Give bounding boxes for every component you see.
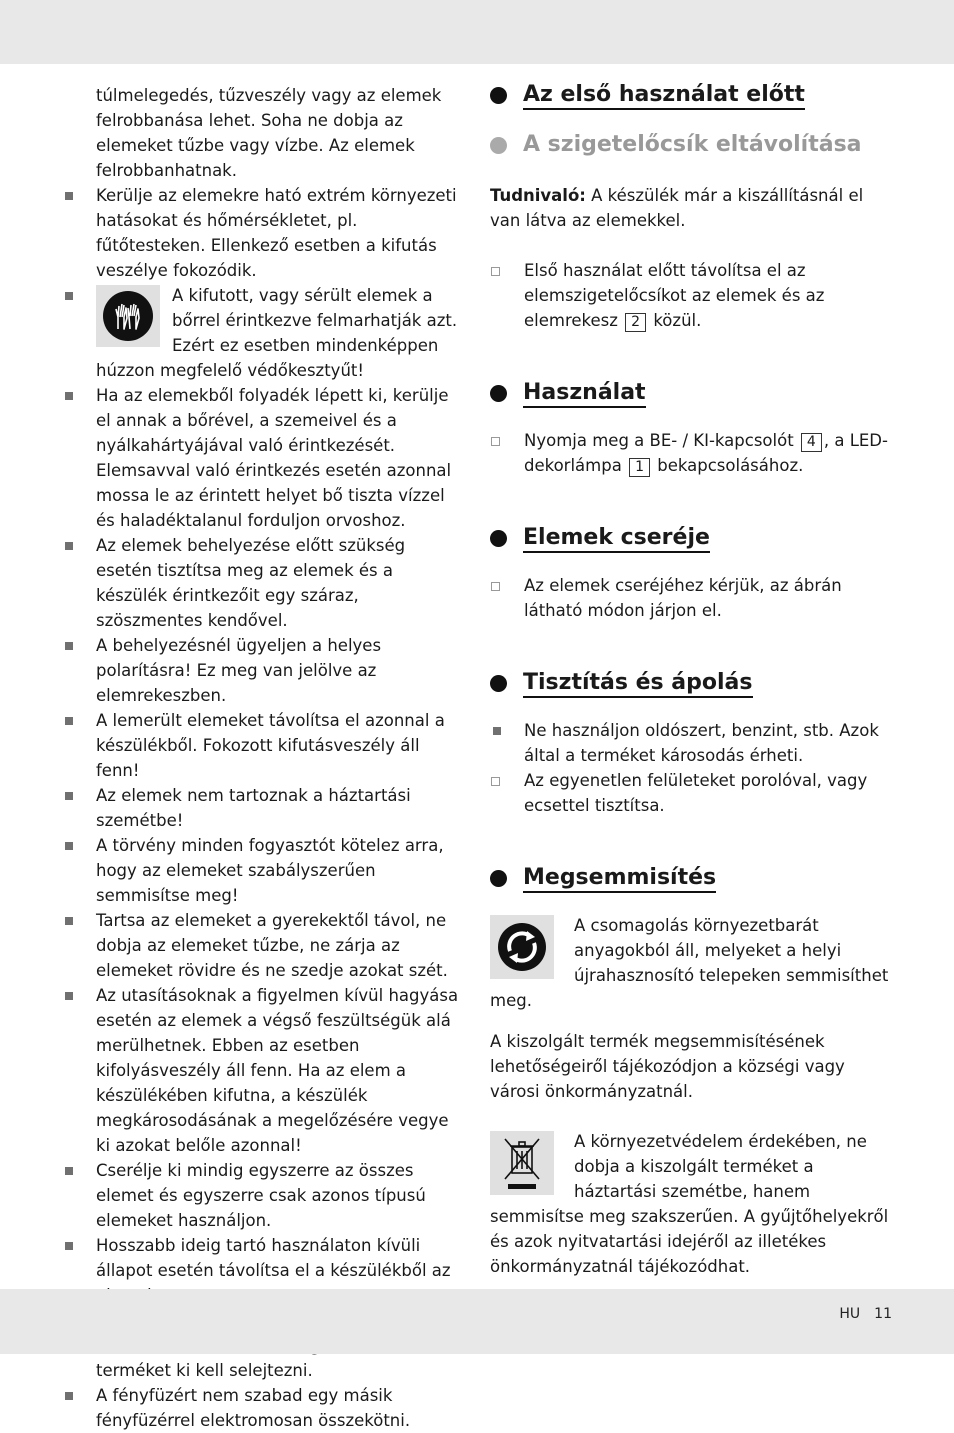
square-bullet-icon [65,717,73,725]
square-bullet-icon [65,642,73,650]
heading-strip-removal: A szigetelőcsík eltávolítása [490,130,892,160]
list-item: Hosszabb ideig tartó használaton kívüli állapot esetén távolítsa el a készülékből az [62,1233,466,1308]
list-item: Cserélje ki mindig egyszerre az összes elemet és egyszerre csak azonos típusú elemeket használjon. [62,1158,466,1233]
note: Tudnivaló: A készülék már a kiszállításnál el van látva az elemekkel. [490,186,864,230]
step-strip: Első használat előtt távolítsa el az elemszigetelőcsíkot az elemek és az elemrekesz 2 közül. [490,258,892,333]
square-bullet-icon [65,992,73,1000]
ref-number: 1 [629,458,650,477]
disposal-product: A kiszolgált termék megsemmisítésének lehetőségeiről tájékozódjon a községi vagy városi önkormányzatnál. [490,1032,845,1101]
step-box-icon [491,267,500,276]
list-item: Ne használjon oldószert, benzint, stb. Azok által a terméket károsodás érheti. [490,718,892,768]
page-footer [825,1306,892,1322]
language-code: HU [839,1306,861,1322]
heading-dot-icon [490,675,507,692]
heading-dot-icon [490,530,507,547]
step-clean: Az egyenetlen felületeket porolóval, vagy ecsettel tisztítsa. [490,768,892,818]
heading-dot-icon [490,87,507,104]
step-box-icon [491,437,500,446]
left-column [62,83,466,1433]
step-battery: Az elemek cseréjéhez kérjük, az ábrán látható módon járjon el. [490,573,892,623]
heading-disposal: Megsemmisítés [490,863,892,893]
heading-cleaning: Tisztítás és ápolás [490,668,892,698]
list-item: terméket ki kell selejtezni. [62,1308,466,1383]
square-bullet-icon [65,792,73,800]
list-item: A törvény minden fogyasztót kötelez arra, hogy az elemeket szabályszerűen semmisítse meg! [62,833,466,908]
disposal-weee: A környezetvédelem érdekében, ne dobja a kiszolgált terméket a háztartási szemétbe, hanem semmisítse meg szakszerűen. A gyűjtőhelyekről és azok nyitvatartási idejéről az illetékes önkormányzatnál tájékozódhat. [490,1132,889,1276]
square-bullet-icon [65,392,73,400]
list-item: A behelyezésnél ügyeljen a helyes polarításra! Ez meg van jelölve az elemrekeszben. [62,633,466,708]
list-item: Az elemek nem tartoznak a háztartási szemétbe! [62,783,466,833]
list-item: Az utasításoknak a figyelmen kívül hagyása esetén az elemek a végső feszültségük alá merülhetnek. Ebben az esetben kifolyásveszély áll fenn. Ha az elem a készülékében kifutna, a készülék megkárosodásának a megelőzésére vegye ki azokat belőle azonnal! [62,983,466,1158]
square-bullet-icon [65,1167,73,1175]
list-item: A fényfüzért nem szabad egy másik fényfüzérrel elektromosan összekötni. [62,1383,466,1433]
ref-number: 4 [801,433,822,452]
list-item-gloves: A kifutott, vagy sérült elemek a bőrrel érintkezve felmarhatják azt. Ezért ez esetben mindenképpen húzzon megfelelő védőkesztyűt! [62,283,466,383]
recycling-icon [490,915,554,979]
footer-band [0,1289,954,1354]
list-item: Az elemek behelyezése előtt szükség esetén tisztítsa meg az elemek és a készülék érintkezőit egy száraz, szöszmentes kendővel. [62,533,466,633]
list-item: A lemerült elemeket távolítsa el azonnal a készülékből. Fokozott kifutásveszély áll fenn! [62,708,466,783]
page-number: 11 [874,1306,892,1322]
square-bullet-icon [65,842,73,850]
step-box-icon [491,777,500,786]
square-bullet-icon [65,542,73,550]
step-use: Nyomja meg a BE- / KI-kapcsolót 4 , a LED-dekorlámpa 1 bekapcsolásához. [490,428,892,478]
step-box-icon [491,582,500,591]
square-bullet-icon [65,192,73,200]
crossed-bin-icon [490,1131,554,1195]
intro-continuation: túlmelegedés, tűzveszély vagy az elemek felrobbanása lehet. Soha ne dobja az elemeket tűzbe vagy vízbe. Az elemek felrobbanhatnak. [96,86,442,180]
disposal-packaging: A csomagolás környezetbarát anyagokból áll, melyeket a helyi újrahasznosító telepeken semmisíthet meg. [490,916,889,1010]
ref-number: 2 [625,313,646,332]
heading-first-use: Az első használat előtt [490,80,892,110]
header-band [0,0,954,64]
heading-dot-icon [490,137,507,154]
square-bullet-icon [65,917,73,925]
square-bullet-icon [493,727,501,735]
heading-use: Használat [490,378,892,408]
list-item: Tartsa az elemeket a gyerekektől távol, ne dobja az elemeket tűzbe, ne zárja az elemeket rövidre és ne szedje azokat szét. [62,908,466,983]
square-bullet-icon [65,292,73,300]
square-bullet-icon [65,1392,73,1400]
heading-battery-replacement: Elemek cseréje [490,523,892,553]
protective-gloves-icon [96,285,160,347]
list-item: Kerülje az elemekre ható extrém környezeti hatásokat és hőmérsékletet, pl. fűtőtesteken. Ellenkező esetben a kifutás veszélye fokozódik. [62,183,466,283]
square-bullet-icon [65,1242,73,1250]
heading-dot-icon [490,385,507,402]
right-column [490,80,892,1279]
list-item: Ha az elemekből folyadék lépett ki, kerülje el annak a bőrével, a szemeivel és a nyálkahártyájával való érintkezését. Elemsavval való érintkezés esetén azonnal mossa le az érintett helyet bő tiszta vízzel és haladéktalanul forduljon orvoshoz. [62,383,466,533]
heading-dot-icon [490,870,507,887]
